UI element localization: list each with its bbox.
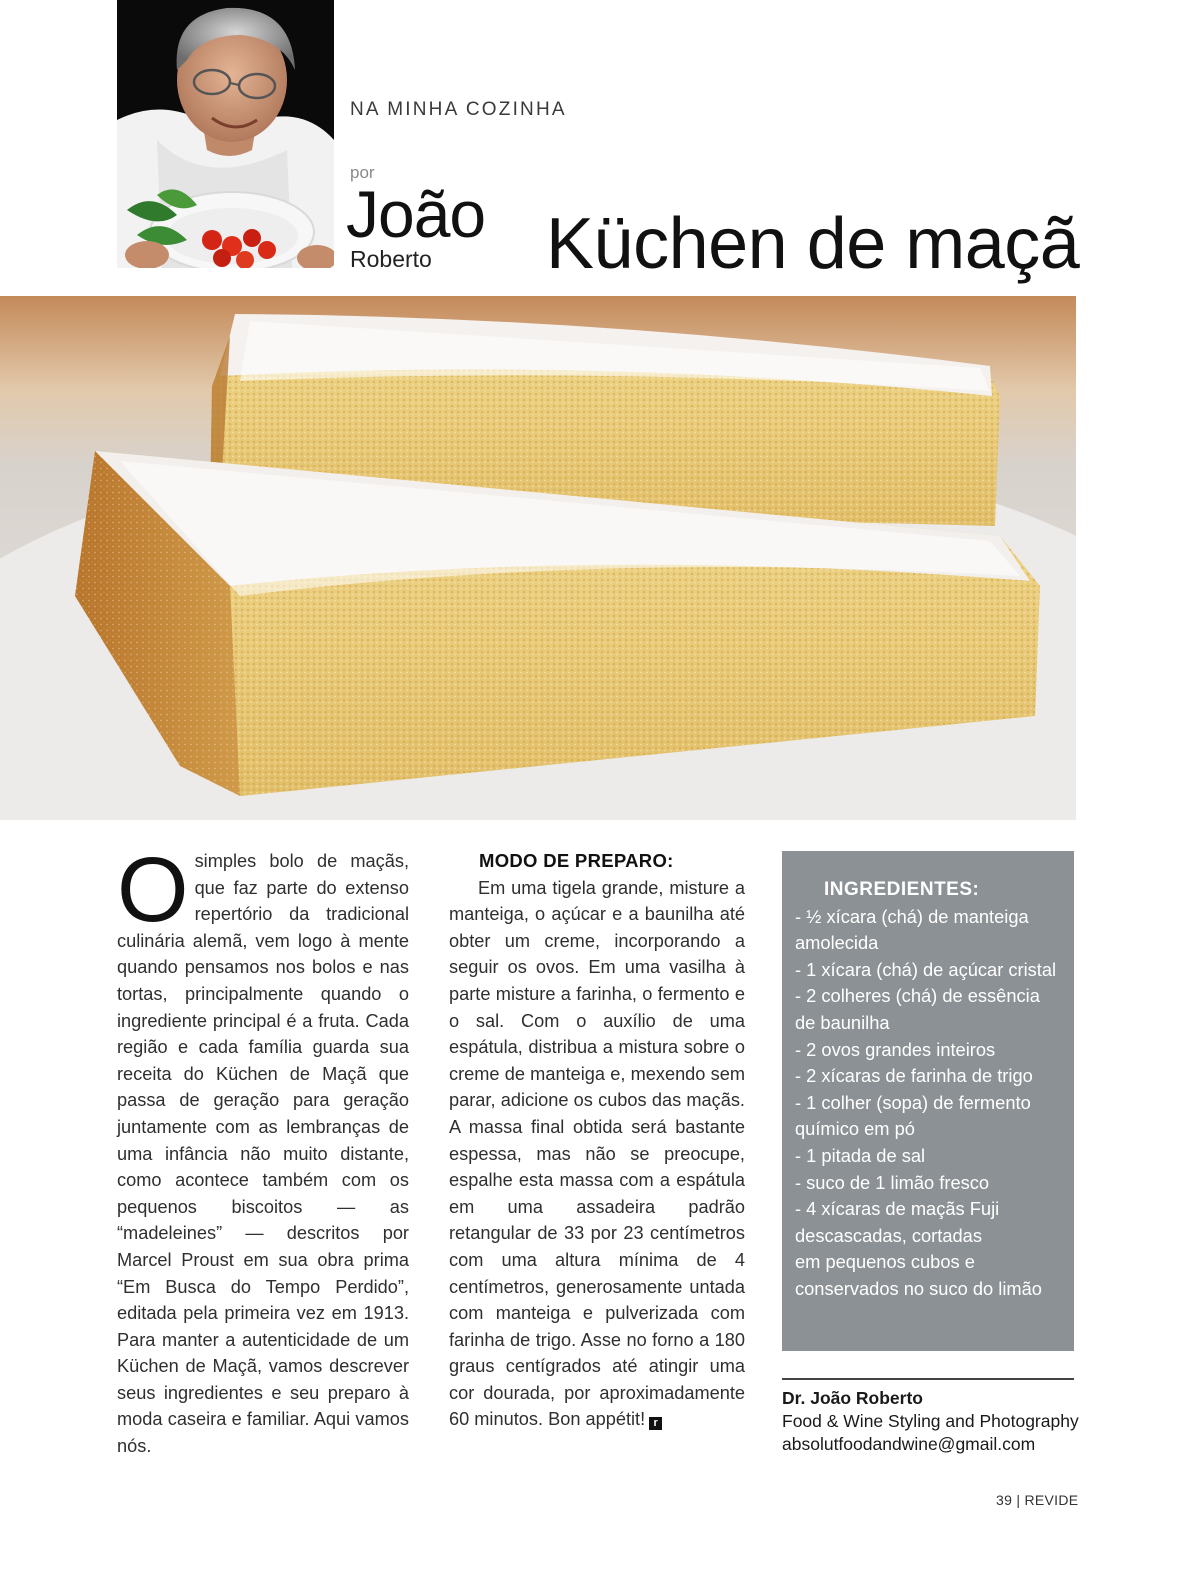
ingredients-heading: INGREDIENTES: bbox=[824, 879, 980, 900]
ingredient-item: - 2 colheres (chá) de essência de baunilha bbox=[795, 985, 1040, 1033]
ingredient-item: - 1 xícara (chá) de açúcar cristal bbox=[795, 958, 1057, 980]
ingredient-item: - ½ xícara (chá) de manteiga amolecida bbox=[795, 905, 1029, 954]
ingredient-item: - suco de 1 limão fresco bbox=[795, 1171, 990, 1193]
ingredient-item: - 2 ovos grandes inteiros bbox=[795, 1038, 996, 1060]
method-column bbox=[449, 848, 745, 1433]
signature-name: Dr. João Roberto bbox=[782, 1388, 923, 1408]
recipe-title: Küchen de maçã bbox=[546, 204, 1080, 284]
ingredient-item: - 1 colher (sopa) de fermento químico em pó bbox=[795, 1091, 1031, 1140]
author-portrait bbox=[117, 0, 334, 268]
ingredient-item: - 4 xícaras de maçãs Fuji descascadas, cortadas bbox=[795, 1198, 1000, 1246]
intro-text: simples bolo de maçãs, que faz parte do extenso repertório da tradicional culinária alemã, vem logo à mente quando pensamos nos bolos e nas tortas, principalmente quando o ingrediente principal é a fruta. Cada região e cada família guarda sua receita do Küchen de Maçã que passa de geração para geração juntamente com as lembranças de uma infância não muito distante, como acontece também com os pequenos biscoitos — as “madeleines” — descritos por Marcel Proust em sua obra prima “Em Busca do Tempo Perdido”, editada pela primeira vez em 1913. Para manter a autenticidade de um Küchen de Maçã, vamos descrever seus ingredientes e seu preparo à moda caseira e familiar. Aqui vamos nós. bbox=[117, 851, 409, 1457]
author-last-name: Roberto bbox=[350, 246, 432, 272]
method-heading: MODO DE PREPARO: bbox=[479, 850, 674, 871]
page-folio: 39 | REVIDE bbox=[996, 1492, 1079, 1508]
drop-cap: O bbox=[117, 839, 189, 941]
ingredient-item: conservados no suco do limão bbox=[795, 1277, 1042, 1299]
signature-role: Food & Wine Styling and Photography bbox=[782, 1411, 1079, 1431]
byline-prefix: por bbox=[350, 163, 375, 182]
method-text: Em uma tigela grande, misture a manteiga, o açúcar e a baunilha até obter um creme, incorporando a seguir os ovos. Em uma vasilha à parte misture a farinha, o fermento e o sal. Com o auxílio de uma espátula, distribua a mistura sobre o creme de manteiga e, mexendo sem parar, adicione os cubos das maçãs. A massa final obtida será bastante espessa, mas não se preocupe, espalhe esta massa com a espátula em uma assadeira padrão retangular de 33 por 23 centímetros com uma altura mínima de 4 centímetros, generosamente untada com manteiga e pulverizada com farinha de trigo. Asse no forno a 180 graus centígrados até atingir uma cor dourada, por aproximadamente 60 minutos. Bon appétit! bbox=[449, 877, 745, 1430]
signature-divider bbox=[782, 1378, 1074, 1380]
signature-email[interactable]: absolutfoodandwine@gmail.com bbox=[782, 1434, 1036, 1454]
cake-photo bbox=[0, 296, 1076, 820]
ingredient-item: - 2 xícaras de farinha de trigo bbox=[795, 1065, 1033, 1087]
end-mark-icon: r bbox=[649, 1417, 662, 1430]
author-first-name: João bbox=[346, 177, 486, 251]
signature-block bbox=[782, 1387, 1079, 1456]
ingredient-item: - 1 pitada de sal bbox=[795, 1144, 926, 1166]
intro-column bbox=[117, 839, 409, 1460]
ingredient-item: em pequenos cubos e bbox=[795, 1251, 975, 1273]
ingredients-box bbox=[782, 851, 1074, 1351]
section-kicker: NA MINHA COZINHA bbox=[350, 99, 567, 120]
